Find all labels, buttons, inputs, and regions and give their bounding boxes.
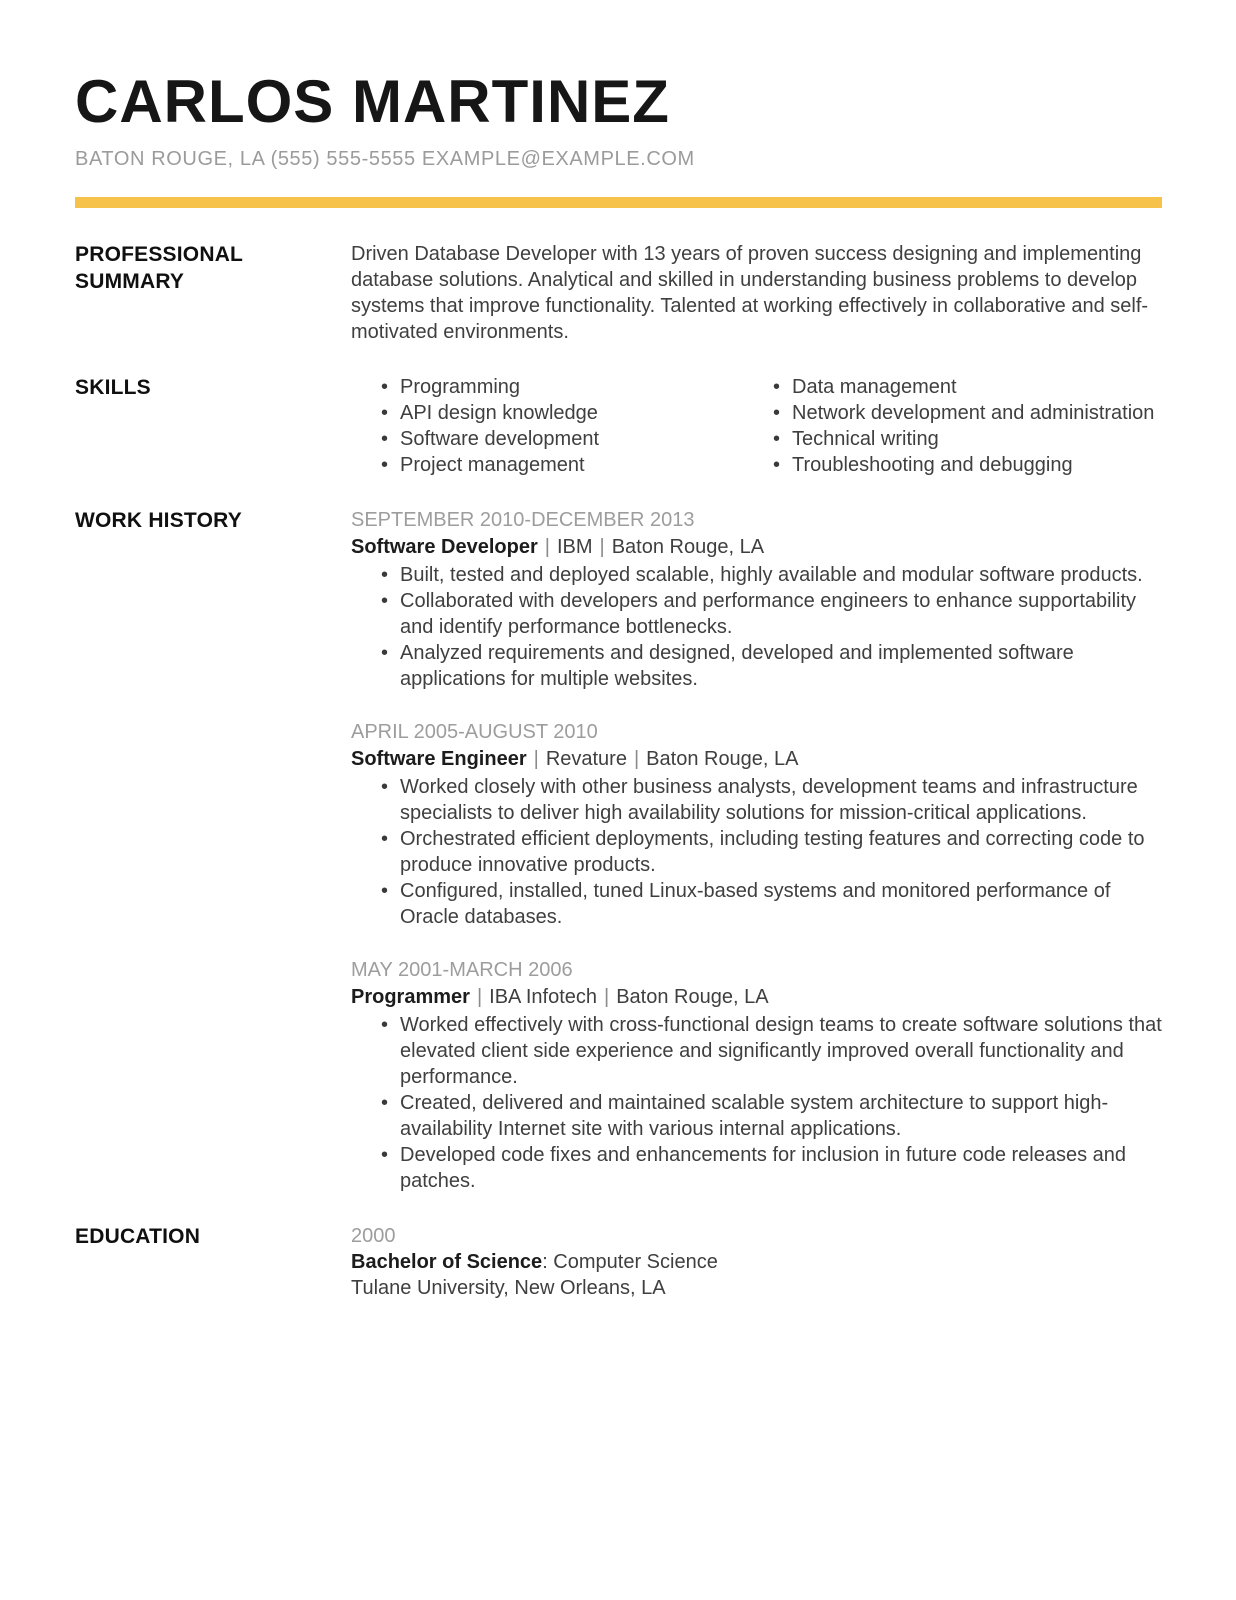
section-work-history	[75, 507, 1162, 1194]
skill-item: • Technical writing	[773, 426, 1162, 452]
section-label-skills: SKILLS	[75, 376, 151, 399]
work-history-content	[351, 507, 1162, 1194]
person-name: CARLOS MARTINEZ	[75, 68, 670, 135]
job-title: Software Developer	[351, 536, 538, 558]
job-bullet-list	[351, 562, 1162, 692]
job-bullet: • Built, tested and deployed scalable, highly available and modular software products.	[381, 562, 1162, 588]
education-degree: Bachelor of Science	[351, 1251, 543, 1273]
contact-line: BATON ROUGE, LA (555) 555-5555 EXAMPLE@EXAMPLE.COM	[75, 148, 695, 170]
skills-column-right	[743, 374, 1162, 478]
job-bullet: • Configured, installed, tuned Linux-based systems and monitored performance of Oracle databases.	[381, 878, 1162, 930]
pipe-separator: |	[476, 986, 483, 1008]
job-dates: SEPTEMBER 2010-DECEMBER 2013	[351, 509, 695, 531]
section-label-education: EDUCATION	[75, 1225, 201, 1248]
job-entry-programmer	[351, 957, 1162, 1194]
job-bullet: • Orchestrated efficient deployments, including testing features and correcting code to produce innovative products.	[381, 826, 1162, 878]
skill-item: • Network development and administration	[773, 400, 1162, 426]
education-school: Tulane University, New Orleans, LA	[351, 1277, 666, 1299]
pipe-separator: |	[533, 748, 539, 770]
job-bullet: • Created, delivered and maintained scalable system architecture to support high-availability Internet site with various internal applications.	[381, 1090, 1162, 1142]
skills-column-left	[351, 374, 743, 478]
job-bullet: • Developed code fixes and enhancements for inclusion in future code releases and patches.	[381, 1142, 1162, 1194]
skill-item: • API design knowledge	[381, 400, 743, 426]
job-title-line	[351, 746, 1162, 772]
summary-text: Driven Database Developer with 13 years of proven success designing and implementing database solutions. Analytical and skilled in understanding business problems to develop systems that improve functionality. Talented at working effectively in collaborative and self-motivated environments.	[351, 243, 1149, 343]
job-entry-software-developer	[351, 507, 1162, 692]
job-bullet: • Worked closely with other business analysts, development teams and infrastructure specialists to deliver high availability solutions for mission-critical applications.	[381, 774, 1162, 826]
job-title: Software Engineer	[351, 748, 527, 770]
job-company: Revature	[545, 748, 627, 770]
section-label-professional-summary: PROFESSIONAL SUMMARY	[75, 243, 243, 293]
pipe-separator: |	[633, 748, 640, 770]
summary-content	[351, 241, 1162, 345]
section-label-work-history: WORK HISTORY	[75, 509, 242, 532]
job-title-line	[351, 534, 1162, 560]
skill-item: • Troubleshooting and debugging	[773, 452, 1162, 478]
job-company: IBM	[556, 536, 593, 558]
education-degree-line	[351, 1249, 1162, 1275]
skill-item: • Programming	[381, 374, 743, 400]
job-title-line	[351, 984, 1162, 1010]
section-professional-summary	[75, 241, 1162, 345]
education-content	[351, 1223, 1162, 1301]
job-bullet: • Collaborated with developers and performance engineers to enhance supportability and identify performance bottlenecks.	[381, 588, 1162, 640]
skill-item: • Project management	[381, 452, 743, 478]
job-bullet: • Analyzed requirements and designed, developed and implemented software applications for multiple websites.	[381, 640, 1162, 692]
education-year: 2000	[351, 1225, 396, 1247]
job-bullet-list	[351, 1012, 1162, 1194]
section-education	[75, 1223, 1162, 1301]
skills-content	[351, 374, 1162, 478]
skill-item: • Software development	[381, 426, 743, 452]
job-location: Baton Rouge, LA	[616, 986, 769, 1008]
job-location: Baton Rouge, LA	[611, 536, 765, 558]
job-company: IBA Infotech	[489, 986, 597, 1008]
education-field: : Computer Science	[542, 1251, 718, 1273]
pipe-separator: |	[599, 536, 605, 558]
job-dates: APRIL 2005-AUGUST 2010	[351, 721, 598, 743]
accent-divider-bar	[75, 197, 1162, 208]
job-location: Baton Rouge, LA	[646, 748, 799, 770]
skill-item: • Data management	[773, 374, 1162, 400]
job-bullet-list	[351, 774, 1162, 930]
job-title: Programmer	[351, 986, 470, 1008]
pipe-separator: |	[544, 536, 550, 558]
section-skills	[75, 374, 1162, 478]
job-bullet: • Worked effectively with cross-functional design teams to create software solutions that elevated client side experience and significantly improved overall functionality and performance.	[381, 1012, 1162, 1090]
resume-header	[75, 70, 1162, 208]
job-dates: MAY 2001-MARCH 2006	[351, 959, 573, 981]
pipe-separator: |	[604, 986, 610, 1008]
job-entry-software-engineer	[351, 719, 1162, 930]
resume-body	[75, 241, 1162, 1301]
